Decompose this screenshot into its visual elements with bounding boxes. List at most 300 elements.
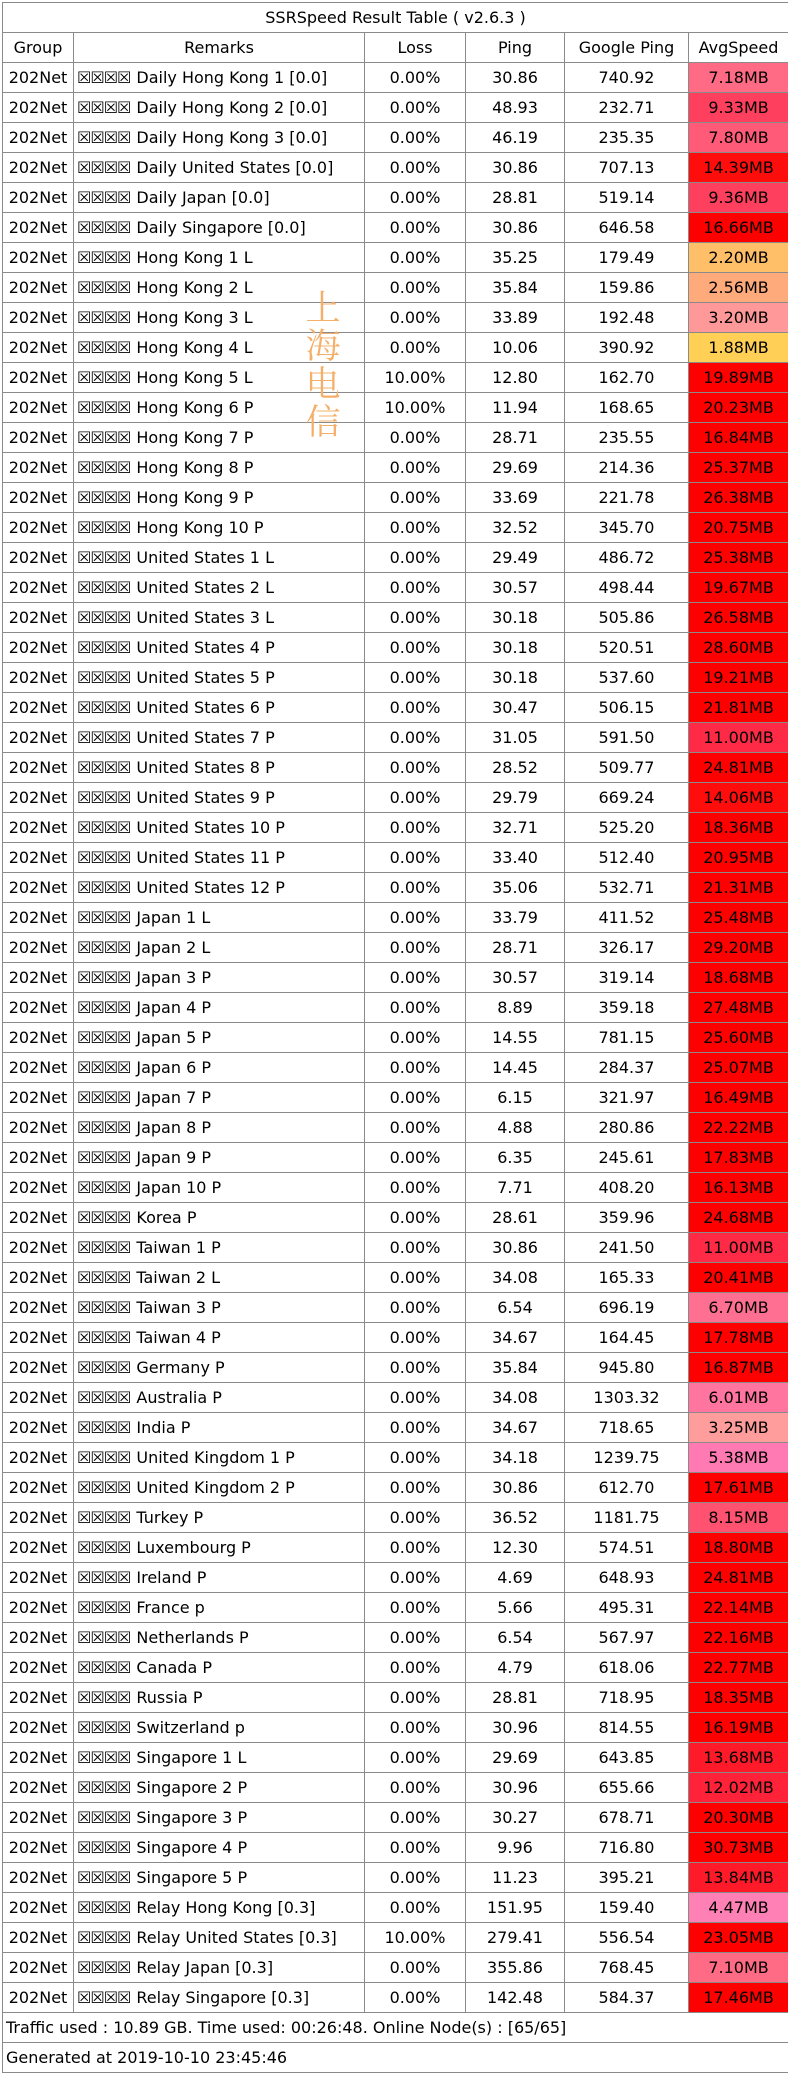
cell-group: 202Net [3,873,74,903]
table-row [3,873,788,903]
remark-prefix: ☒☒☒☒ [77,1058,130,1077]
cell-remarks [74,1713,365,1743]
table-row [3,1353,788,1383]
cell-ping: 33.40 [466,843,565,873]
table-row [3,1713,788,1743]
cell-group: 202Net [3,513,74,543]
cell-avgspeed: 4.47MB [689,1893,788,1923]
cell-remarks [74,1473,365,1503]
cell-loss: 0.00% [365,1113,466,1143]
remark-prefix: ☒☒☒☒ [77,1658,130,1677]
table-row [3,1233,788,1263]
table-row [3,933,788,963]
cell-remarks [74,1953,365,1983]
cell-group: 202Net [3,1203,74,1233]
cell-google-ping: 232.71 [565,93,689,123]
cell-ping: 35.84 [466,273,565,303]
cell-google-ping: 512.40 [565,843,689,873]
remark-prefix: ☒☒☒☒ [77,968,130,987]
remark-prefix: ☒☒☒☒ [77,458,130,477]
cell-remarks [74,1023,365,1053]
cell-group: 202Net [3,1953,74,1983]
table-row [3,1083,788,1113]
cell-ping: 30.86 [466,1473,565,1503]
cell-ping: 6.35 [466,1143,565,1173]
footer-row [3,2043,788,2073]
cell-ping: 46.19 [466,123,565,153]
cell-google-ping: 390.92 [565,333,689,363]
cell-google-ping: 646.58 [565,213,689,243]
cell-avgspeed: 25.37MB [689,453,788,483]
cell-group: 202Net [3,933,74,963]
cell-ping: 11.94 [466,393,565,423]
cell-group: 202Net [3,1713,74,1743]
table-row [3,453,788,483]
remark-text: Singapore 4 P [136,1838,247,1857]
cell-loss: 0.00% [365,1473,466,1503]
cell-avgspeed: 25.48MB [689,903,788,933]
cell-remarks [74,903,365,933]
cell-remarks [74,333,365,363]
cell-loss: 0.00% [365,1833,466,1863]
cell-ping: 35.06 [466,873,565,903]
remark-prefix: ☒☒☒☒ [77,128,130,147]
remark-prefix: ☒☒☒☒ [77,1268,130,1287]
cell-loss: 0.00% [365,873,466,903]
remark-text: Daily Hong Kong 3 [0.0] [136,128,327,147]
cell-google-ping: 164.45 [565,1323,689,1353]
cell-remarks [74,363,365,393]
table-row [3,1653,788,1683]
cell-group: 202Net [3,1683,74,1713]
cell-group: 202Net [3,423,74,453]
cell-group: 202Net [3,1533,74,1563]
cell-group: 202Net [3,633,74,663]
table-row [3,1143,788,1173]
remark-text: Relay United States [0.3] [136,1928,336,1947]
cell-remarks [74,453,365,483]
cell-ping: 4.79 [466,1653,565,1683]
remark-text: United States 5 P [136,668,274,687]
cell-loss: 0.00% [365,1413,466,1443]
cell-group: 202Net [3,843,74,873]
remark-text: Japan 4 P [136,998,211,1017]
cell-ping: 14.55 [466,1023,565,1053]
cell-google-ping: 235.35 [565,123,689,153]
remark-text: Hong Kong 1 L [136,248,252,267]
cell-group: 202Net [3,123,74,153]
cell-avgspeed: 21.81MB [689,693,788,723]
cell-google-ping: 718.65 [565,1413,689,1443]
remark-prefix: ☒☒☒☒ [77,1388,130,1407]
cell-google-ping: 537.60 [565,663,689,693]
cell-loss: 0.00% [365,1323,466,1353]
cell-google-ping: 359.18 [565,993,689,1023]
table-row [3,1053,788,1083]
remark-text: Canada P [136,1658,212,1677]
cell-ping: 30.86 [466,63,565,93]
cell-google-ping: 509.77 [565,753,689,783]
table-row [3,1473,788,1503]
cell-group: 202Net [3,1473,74,1503]
cell-avgspeed: 5.38MB [689,1443,788,1473]
remark-text: Hong Kong 7 P [136,428,253,447]
cell-group: 202Net [3,813,74,843]
cell-remarks [74,753,365,783]
table-row [3,663,788,693]
header-group: Group [3,33,74,63]
cell-group: 202Net [3,363,74,393]
remark-text: United States 12 P [136,878,285,897]
cell-loss: 0.00% [365,783,466,813]
header-google-ping: Google Ping [565,33,689,63]
table-row [3,1923,788,1953]
cell-group: 202Net [3,1803,74,1833]
cell-google-ping: 678.71 [565,1803,689,1833]
remark-text: Hong Kong 4 L [136,338,252,357]
cell-group: 202Net [3,1083,74,1113]
cell-remarks [74,663,365,693]
cell-remarks [74,1413,365,1443]
cell-avgspeed: 21.31MB [689,873,788,903]
cell-avgspeed: 18.68MB [689,963,788,993]
cell-loss: 0.00% [365,573,466,603]
cell-group: 202Net [3,393,74,423]
remark-prefix: ☒☒☒☒ [77,1328,130,1347]
cell-avgspeed: 6.01MB [689,1383,788,1413]
table-row [3,903,788,933]
cell-ping: 34.08 [466,1263,565,1293]
cell-group: 202Net [3,1893,74,1923]
remark-prefix: ☒☒☒☒ [77,1148,130,1167]
remark-text: Japan 9 P [136,1148,211,1167]
cell-google-ping: 280.86 [565,1113,689,1143]
remark-text: United States 7 P [136,728,274,747]
cell-remarks [74,273,365,303]
cell-remarks [74,1563,365,1593]
table-row [3,1743,788,1773]
cell-remarks [74,1773,365,1803]
remark-text: Daily Hong Kong 1 [0.0] [136,68,327,87]
cell-loss: 0.00% [365,1053,466,1083]
cell-loss: 0.00% [365,63,466,93]
cell-avgspeed: 12.02MB [689,1773,788,1803]
cell-group: 202Net [3,153,74,183]
cell-ping: 33.89 [466,303,565,333]
remark-prefix: ☒☒☒☒ [77,1028,130,1047]
cell-avgspeed: 6.70MB [689,1293,788,1323]
table-row [3,1443,788,1473]
cell-ping: 28.71 [466,423,565,453]
cell-group: 202Net [3,1143,74,1173]
table-row [3,333,788,363]
cell-remarks [74,1263,365,1293]
cell-loss: 0.00% [365,1533,466,1563]
cell-group: 202Net [3,1833,74,1863]
table-row [3,1593,788,1623]
cell-group: 202Net [3,753,74,783]
table-row [3,543,788,573]
remark-text: Hong Kong 8 P [136,458,253,477]
cell-avgspeed: 19.67MB [689,573,788,603]
remark-text: United States 3 L [136,608,274,627]
cell-google-ping: 235.55 [565,423,689,453]
cell-loss: 0.00% [365,453,466,483]
cell-avgspeed: 2.56MB [689,273,788,303]
cell-remarks [74,633,365,663]
cell-ping: 30.18 [466,603,565,633]
remark-text: Singapore 5 P [136,1868,247,1887]
cell-google-ping: 359.96 [565,1203,689,1233]
cell-remarks [74,783,365,813]
cell-google-ping: 532.71 [565,873,689,903]
cell-remarks [74,1803,365,1833]
cell-avgspeed: 17.78MB [689,1323,788,1353]
cell-group: 202Net [3,693,74,723]
remark-text: Germany P [136,1358,224,1377]
cell-avgspeed: 2.20MB [689,243,788,273]
remark-text: Daily Singapore [0.0] [136,218,305,237]
cell-ping: 30.18 [466,663,565,693]
cell-google-ping: 696.19 [565,1293,689,1323]
cell-loss: 0.00% [365,303,466,333]
remark-prefix: ☒☒☒☒ [77,938,130,957]
cell-ping: 36.52 [466,1503,565,1533]
cell-google-ping: 214.36 [565,453,689,483]
table-row [3,1773,788,1803]
remark-prefix: ☒☒☒☒ [77,1778,130,1797]
cell-group: 202Net [3,1113,74,1143]
cell-ping: 30.86 [466,1233,565,1263]
remark-prefix: ☒☒☒☒ [77,998,130,1017]
cell-google-ping: 814.55 [565,1713,689,1743]
cell-ping: 30.57 [466,573,565,603]
table-row [3,1323,788,1353]
cell-avgspeed: 13.84MB [689,1863,788,1893]
table-row [3,693,788,723]
cell-avgspeed: 24.68MB [689,1203,788,1233]
cell-ping: 30.96 [466,1713,565,1743]
remark-text: Netherlands P [136,1628,248,1647]
table-row [3,843,788,873]
cell-remarks [74,1743,365,1773]
remark-prefix: ☒☒☒☒ [77,158,130,177]
cell-google-ping: 716.80 [565,1833,689,1863]
remark-prefix: ☒☒☒☒ [77,698,130,717]
cell-remarks [74,1143,365,1173]
remark-prefix: ☒☒☒☒ [77,1838,130,1857]
cell-avgspeed: 20.41MB [689,1263,788,1293]
watermark-char: 信 [303,404,343,442]
remark-text: Hong Kong 3 L [136,308,252,327]
cell-group: 202Net [3,213,74,243]
cell-ping: 29.49 [466,543,565,573]
remark-text: Australia P [136,1388,222,1407]
cell-remarks [74,1173,365,1203]
cell-remarks [74,1083,365,1113]
cell-google-ping: 1181.75 [565,1503,689,1533]
footer-row [3,2013,788,2043]
cell-ping: 6.15 [466,1083,565,1113]
cell-loss: 0.00% [365,933,466,963]
cell-google-ping: 165.33 [565,1263,689,1293]
cell-avgspeed: 16.49MB [689,1083,788,1113]
cell-ping: 30.18 [466,633,565,663]
cell-remarks [74,1053,365,1083]
cell-ping: 35.84 [466,1353,565,1383]
cell-avgspeed: 3.20MB [689,303,788,333]
remark-text: Singapore 3 P [136,1808,247,1827]
cell-ping: 30.57 [466,963,565,993]
cell-loss: 0.00% [365,543,466,573]
remark-text: Hong Kong 5 L [136,368,252,387]
cell-remarks [74,153,365,183]
cell-loss: 0.00% [365,993,466,1023]
cell-avgspeed: 16.87MB [689,1353,788,1383]
cell-loss: 0.00% [365,1623,466,1653]
cell-remarks [74,1683,365,1713]
remark-text: India P [136,1418,190,1437]
remark-prefix: ☒☒☒☒ [77,728,130,747]
cell-ping: 28.81 [466,183,565,213]
remark-prefix: ☒☒☒☒ [77,788,130,807]
cell-remarks [74,183,365,213]
cell-avgspeed: 13.68MB [689,1743,788,1773]
remark-text: United States 4 P [136,638,274,657]
remark-text: Japan 1 L [136,908,210,927]
remark-prefix: ☒☒☒☒ [77,338,130,357]
cell-remarks [74,1233,365,1263]
cell-ping: 6.54 [466,1293,565,1323]
cell-avgspeed: 25.38MB [689,543,788,573]
cell-remarks [74,93,365,123]
cell-google-ping: 945.80 [565,1353,689,1383]
cell-google-ping: 495.31 [565,1593,689,1623]
cell-ping: 9.96 [466,1833,565,1863]
cell-remarks [74,1593,365,1623]
remark-prefix: ☒☒☒☒ [77,878,130,897]
cell-group: 202Net [3,1263,74,1293]
table-row [3,813,788,843]
cell-group: 202Net [3,1983,74,2013]
remark-prefix: ☒☒☒☒ [77,218,130,237]
cell-avgspeed: 20.30MB [689,1803,788,1833]
cell-loss: 10.00% [365,1923,466,1953]
cell-loss: 0.00% [365,1683,466,1713]
cell-group: 202Net [3,1173,74,1203]
table-row [3,1293,788,1323]
cell-group: 202Net [3,243,74,273]
cell-google-ping: 486.72 [565,543,689,573]
cell-ping: 4.69 [466,1563,565,1593]
remark-text: Taiwan 2 L [136,1268,220,1287]
cell-ping: 8.89 [466,993,565,1023]
cell-group: 202Net [3,1293,74,1323]
cell-google-ping: 591.50 [565,723,689,753]
cell-loss: 10.00% [365,393,466,423]
remark-prefix: ☒☒☒☒ [77,428,130,447]
remark-text: Ireland P [136,1568,206,1587]
cell-avgspeed: 14.06MB [689,783,788,813]
cell-avgspeed: 11.00MB [689,723,788,753]
cell-google-ping: 221.78 [565,483,689,513]
table-row [3,783,788,813]
cell-google-ping: 179.49 [565,243,689,273]
remark-prefix: ☒☒☒☒ [77,578,130,597]
cell-loss: 0.00% [365,1863,466,1893]
remark-text: Japan 7 P [136,1088,211,1107]
cell-google-ping: 319.14 [565,963,689,993]
cell-loss: 0.00% [365,273,466,303]
remark-prefix: ☒☒☒☒ [77,1868,130,1887]
cell-avgspeed: 19.21MB [689,663,788,693]
remark-text: Hong Kong 10 P [136,518,263,537]
remark-prefix: ☒☒☒☒ [77,1358,130,1377]
cell-ping: 28.81 [466,1683,565,1713]
cell-group: 202Net [3,1233,74,1263]
cell-remarks [74,1893,365,1923]
cell-remarks [74,873,365,903]
cell-loss: 0.00% [365,1503,466,1533]
cell-avgspeed: 8.15MB [689,1503,788,1533]
cell-loss: 0.00% [365,1173,466,1203]
cell-group: 202Net [3,183,74,213]
table-row [3,1563,788,1593]
cell-remarks [74,1203,365,1233]
cell-google-ping: 584.37 [565,1983,689,2013]
cell-remarks [74,1113,365,1143]
cell-google-ping: 520.51 [565,633,689,663]
cell-ping: 4.88 [466,1113,565,1143]
remark-text: United States 6 P [136,698,274,717]
cell-loss: 0.00% [365,1653,466,1683]
cell-avgspeed: 14.39MB [689,153,788,183]
cell-loss: 0.00% [365,183,466,213]
cell-google-ping: 574.51 [565,1533,689,1563]
cell-remarks [74,603,365,633]
cell-loss: 0.00% [365,603,466,633]
remark-text: Taiwan 3 P [136,1298,220,1317]
footer-generated: Generated at 2019-10-10 23:45:46 [3,2043,788,2073]
cell-loss: 0.00% [365,483,466,513]
cell-ping: 28.52 [466,753,565,783]
remark-prefix: ☒☒☒☒ [77,1628,130,1647]
cell-avgspeed: 24.81MB [689,753,788,783]
cell-google-ping: 1303.32 [565,1383,689,1413]
remark-text: Switzerland p [136,1718,245,1737]
remark-text: Hong Kong 9 P [136,488,253,507]
cell-avgspeed: 25.07MB [689,1053,788,1083]
cell-loss: 0.00% [365,633,466,663]
table-row [3,633,788,663]
cell-loss: 0.00% [365,1023,466,1053]
cell-google-ping: 241.50 [565,1233,689,1263]
cell-group: 202Net [3,63,74,93]
remark-text: Daily Japan [0.0] [136,188,269,207]
remark-prefix: ☒☒☒☒ [77,248,130,267]
remark-text: Korea P [136,1208,196,1227]
cell-ping: 29.69 [466,453,565,483]
cell-remarks [74,723,365,753]
cell-remarks [74,63,365,93]
cell-avgspeed: 16.66MB [689,213,788,243]
table-row [3,993,788,1023]
cell-remarks [74,1443,365,1473]
header-loss: Loss [365,33,466,63]
cell-avgspeed: 16.84MB [689,423,788,453]
cell-google-ping: 498.44 [565,573,689,603]
remark-text: Hong Kong 6 P [136,398,253,417]
